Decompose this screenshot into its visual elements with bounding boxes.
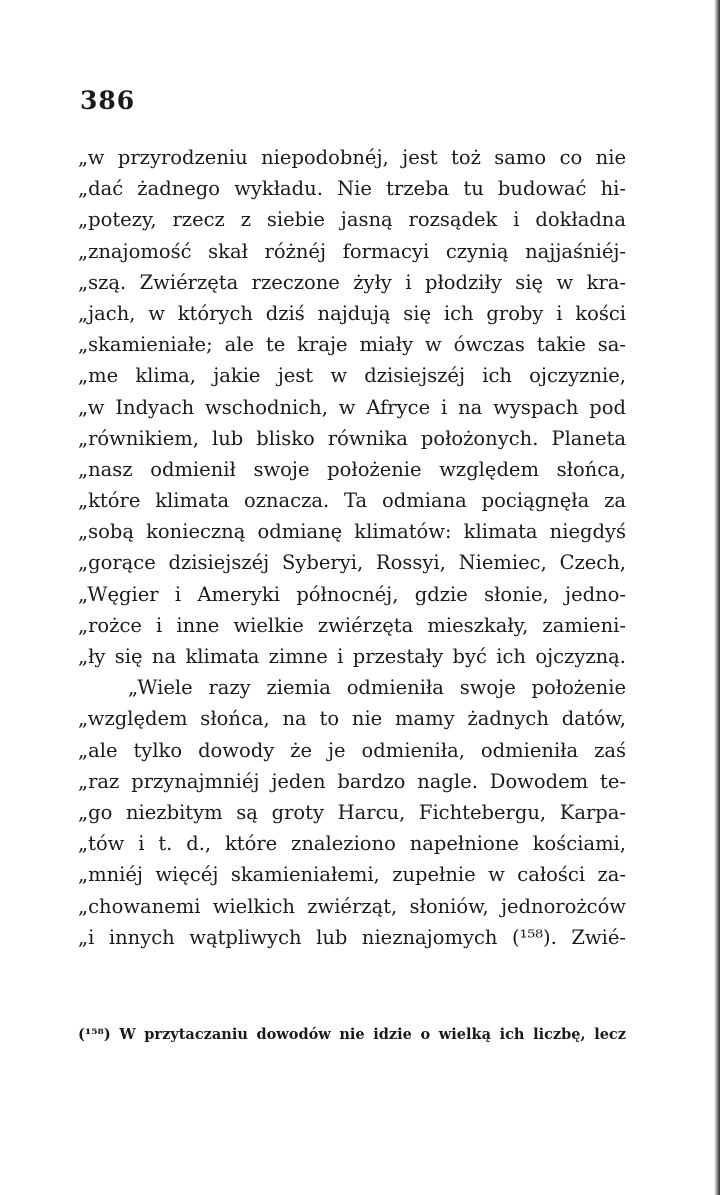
text-line: „rożce i inne wielkie zwiérzęta mieszkały, zamieni- bbox=[78, 613, 626, 637]
text-line: „Węgier i Ameryki północnéj, gdzie słonie, jedno- bbox=[78, 582, 626, 606]
text-line: „skamieniałe; ale te kraje miały w ówczas takie sa- bbox=[78, 333, 626, 357]
text-line: „jach, w których dziś najdują się ich groby i kości bbox=[78, 301, 626, 325]
text-line: „szą. Zwiérzęta rzeczone żyły i płodziły się w kra- bbox=[78, 270, 626, 294]
text-line: „me klima, jakie jest w dzisiejszéj ich ojczyznie, bbox=[78, 364, 626, 388]
text-line: „w Indyach wschodnich, w Afryce i na wyspach pod bbox=[78, 395, 626, 419]
text-line: „mniéj więcéj skamieniałemi, zupełnie w całości za- bbox=[78, 863, 626, 887]
paragraph-start-line: „Wiele razy ziemia odmieniła swoje położenie bbox=[128, 676, 626, 700]
text-line: „znajomość skał różnéj formacyi czynią najjaśniéj- bbox=[78, 239, 626, 263]
text-line: „go niezbitym są groty Harcu, Fichtebergu, Karpa- bbox=[78, 800, 626, 824]
text-line: „równikiem, lub blisko równika położonych. Planeta bbox=[78, 426, 626, 450]
text-line: „nasz odmienił swoje położenie względem słońca, bbox=[78, 457, 626, 481]
text-line: „potezy, rzecz z siebie jasną rozsądek i dokładna bbox=[78, 208, 626, 232]
text-line: „raz przynajmniéj jeden bardzo nagle. Dowodem te- bbox=[78, 769, 626, 793]
footnote: (¹⁵⁸) W przytaczaniu dowodów nie idzie o wielką ich liczbę, lecz bbox=[78, 1026, 626, 1043]
text-line: „i innych wątpliwych lub nieznajomych (¹⁵⁸). Zwié- bbox=[78, 925, 626, 949]
text-line: „w przyrodzeniu niepodobnéj, jest toż samo co nie bbox=[78, 146, 626, 169]
text-line: „dać żadnego wykładu. Nie trzeba tu budować hi- bbox=[78, 177, 626, 201]
body-text bbox=[78, 142, 626, 953]
page-number: 386 bbox=[80, 86, 136, 115]
text-line: „względem słońca, na to nie mamy żadnych datów, bbox=[78, 707, 626, 731]
text-line: „które klimata oznacza. Ta odmiana pociągnęła za bbox=[78, 489, 626, 513]
page-edge-shadow bbox=[714, 0, 720, 1195]
text-line: „ły się na klimata zimne i przestały być ich ojczyzną. bbox=[78, 645, 626, 668]
text-line: „sobą konieczną odmianę klimatów: klimata niegdyś bbox=[78, 520, 626, 544]
text-line: „tów i t. d., które znaleziono napełnione kościami, bbox=[78, 832, 626, 856]
text-line: „gorące dzisiejszéj Syberyi, Rossyi, Niemiec, Czech, bbox=[78, 551, 626, 575]
text-line: „ale tylko dowody że je odmieniła, odmieniła zaś bbox=[78, 738, 626, 762]
text-line: „chowanemi wielkich zwiérząt, słoniów, jednorożców bbox=[78, 894, 626, 918]
